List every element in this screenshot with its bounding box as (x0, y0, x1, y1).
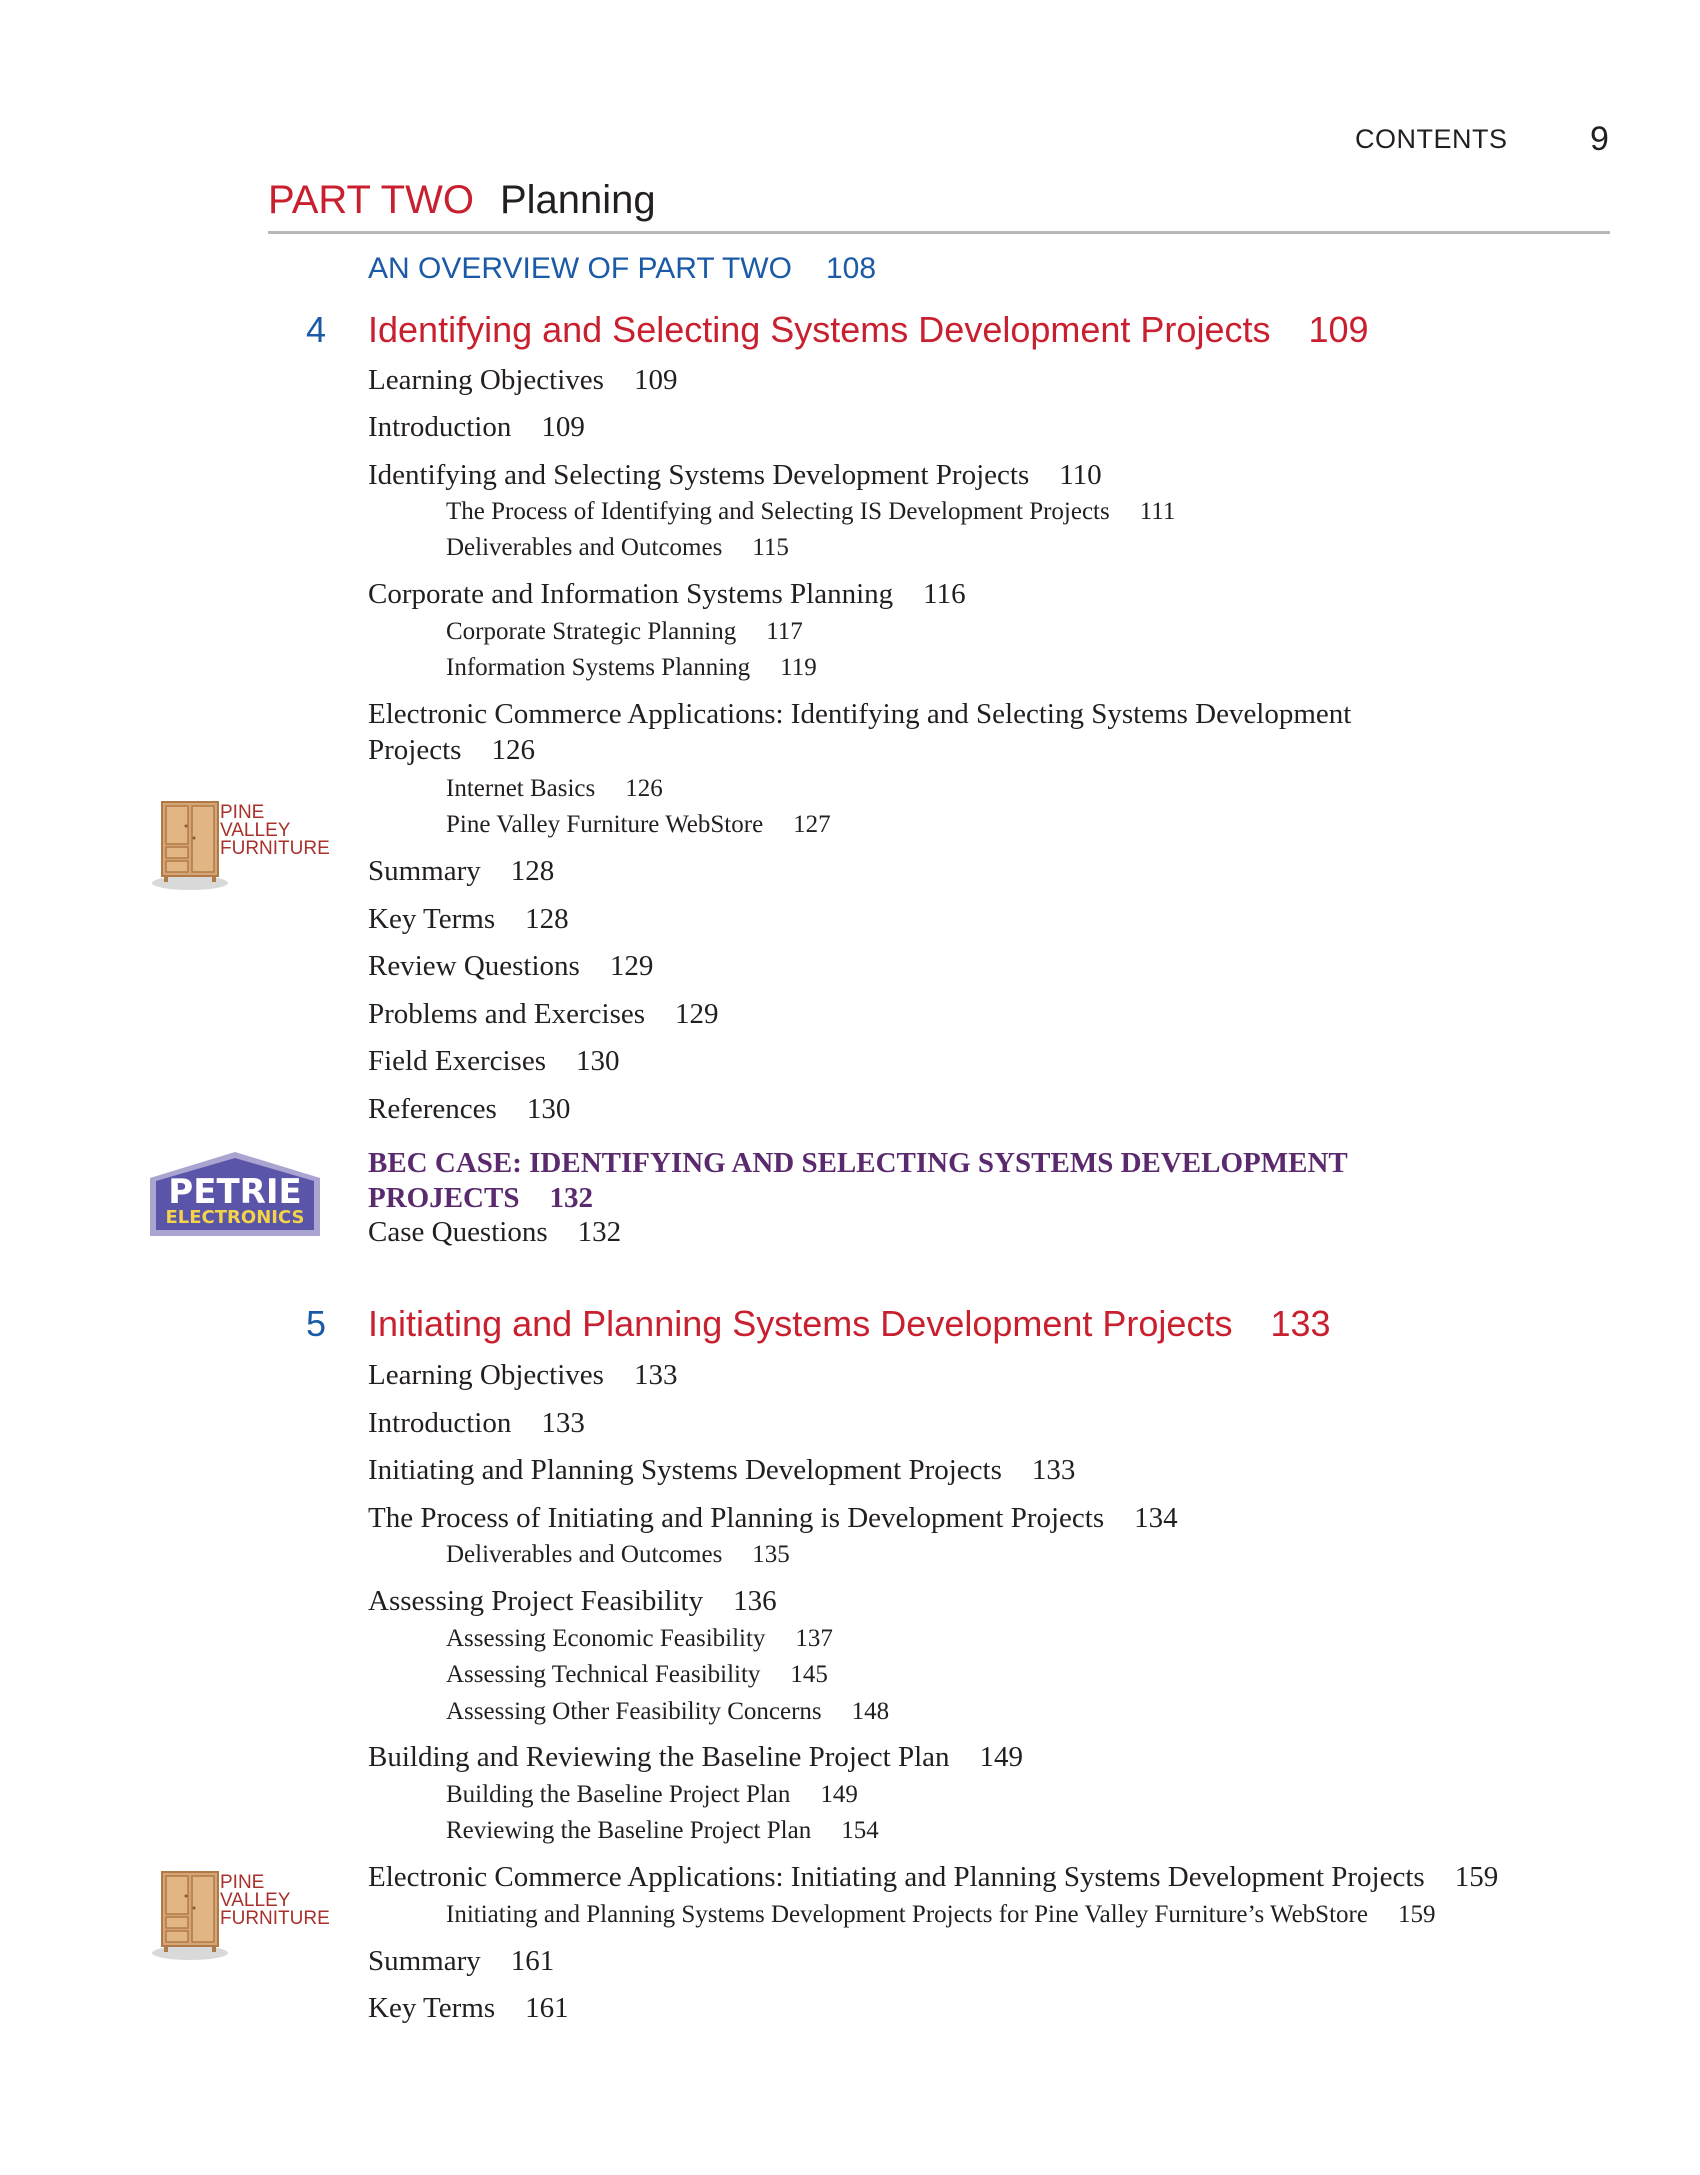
toc-entry-overview[interactable] (368, 252, 876, 286)
chapter-4-title[interactable] (368, 309, 1369, 351)
pine-valley-furniture-logo (150, 800, 340, 900)
toc-subentry[interactable]: Internet Basics 126 (446, 775, 663, 802)
chapter-4-number: 4 (306, 309, 327, 350)
chapter-4-title-text: Identifying and Selecting Systems Development Projects (368, 309, 1271, 350)
toc-entry[interactable]: Learning Objectives 109 (368, 364, 678, 396)
toc-entry[interactable]: Introduction 109 (368, 411, 585, 443)
toc-entry[interactable]: Introduction 133 (368, 1407, 585, 1439)
page-number: 9 (1590, 120, 1609, 158)
part-name: Planning (499, 178, 656, 222)
toc-subentry[interactable]: Assessing Economic Feasibility 137 (446, 1625, 833, 1652)
pine-valley-furniture-logo (150, 1870, 340, 1970)
toc-subentry[interactable]: Information Systems Planning 119 (446, 654, 817, 681)
toc-entry[interactable]: Building and Reviewing the Baseline Project Plan 149 (368, 1741, 1024, 1773)
part-divider (268, 231, 1610, 234)
petrie-electronics-logo (150, 1152, 320, 1236)
toc-subentry[interactable]: The Process of Identifying and Selecting IS Development Projects 111 (446, 498, 1176, 525)
bec-case-title[interactable]: BEC CASE: IDENTIFYING AND SELECTING SYSTEMS DEVELOPMENT (368, 1147, 1348, 1179)
pvf-logo-text: PINE VALLEY FURNITURE (220, 1872, 330, 1929)
toc-entry[interactable]: Review Questions 129 (368, 950, 654, 982)
chapter-5-title[interactable] (368, 1303, 1331, 1345)
toc-subentry[interactable]: Building the Baseline Project Plan 149 (446, 1781, 858, 1808)
toc-entry[interactable]: Corporate and Information Systems Planning 116 (368, 578, 966, 610)
toc-entry[interactable]: Summary 128 (368, 855, 555, 887)
running-header: CONTENTS (1355, 124, 1508, 154)
toc-entry[interactable]: Identifying and Selecting Systems Development Projects 110 (368, 459, 1102, 491)
wardrobe-icon (150, 1870, 230, 1962)
toc-entry[interactable]: Case Questions 132 (368, 1216, 622, 1248)
toc-subentry[interactable]: Initiating and Planning Systems Development Projects for Pine Valley Furniture’s WebStore 159 (446, 1901, 1436, 1928)
chapter-5-number: 5 (306, 1303, 327, 1344)
toc-entry[interactable]: Electronic Commerce Applications: Initiating and Planning Systems Development Projects 159 (368, 1861, 1499, 1893)
pvf-logo-text: PINE VALLEY FURNITURE (220, 802, 330, 859)
wardrobe-icon (150, 800, 230, 892)
chapter-5-page: 133 (1270, 1303, 1331, 1344)
petrie-logo-line1: PETRIE (168, 1172, 302, 1212)
part-title (268, 178, 656, 223)
toc-subentry[interactable]: Assessing Other Feasibility Concerns 148 (446, 1698, 890, 1725)
toc-entry[interactable]: Summary 161 (368, 1945, 555, 1977)
toc-entry[interactable]: Learning Objectives 133 (368, 1359, 678, 1391)
toc-subentry[interactable]: Assessing Technical Feasibility 145 (446, 1661, 828, 1688)
part-label: PART TWO (268, 178, 474, 222)
toc-subentry[interactable]: Reviewing the Baseline Project Plan 154 (446, 1817, 879, 1844)
toc-subentry[interactable]: Corporate Strategic Planning 117 (446, 618, 803, 645)
toc-entry[interactable]: Problems and Exercises 129 (368, 998, 719, 1030)
toc-subentry[interactable]: Pine Valley Furniture WebStore 127 (446, 811, 831, 838)
toc-subentry[interactable]: Deliverables and Outcomes 135 (446, 1541, 790, 1568)
toc-entry[interactable]: Initiating and Planning Systems Development Projects 133 (368, 1454, 1076, 1486)
toc-entry[interactable]: The Process of Initiating and Planning is Development Projects 134 (368, 1502, 1178, 1534)
overview-page: 108 (825, 252, 877, 285)
toc-entry[interactable]: Key Terms 161 (368, 1992, 569, 2024)
chapter-4-page: 109 (1308, 309, 1369, 350)
toc-entry[interactable]: Assessing Project Feasibility 136 (368, 1585, 777, 1617)
toc-entry[interactable]: Electronic Commerce Applications: Identifying and Selecting Systems Development (368, 698, 1352, 730)
toc-entry[interactable]: Projects 126 (368, 734, 535, 766)
toc-entry[interactable]: Field Exercises 130 (368, 1045, 620, 1077)
bec-case-title-cont[interactable]: PROJECTS 132 (368, 1182, 593, 1214)
toc-entry[interactable]: Key Terms 128 (368, 903, 569, 935)
overview-title: AN OVERVIEW OF PART TWO (368, 252, 792, 285)
chapter-5-title-text: Initiating and Planning Systems Development Projects (368, 1303, 1233, 1344)
toc-subentry[interactable]: Deliverables and Outcomes 115 (446, 534, 789, 561)
petrie-logo-line2: ELECTRONICS (165, 1207, 305, 1228)
toc-entry[interactable]: References 130 (368, 1093, 571, 1125)
